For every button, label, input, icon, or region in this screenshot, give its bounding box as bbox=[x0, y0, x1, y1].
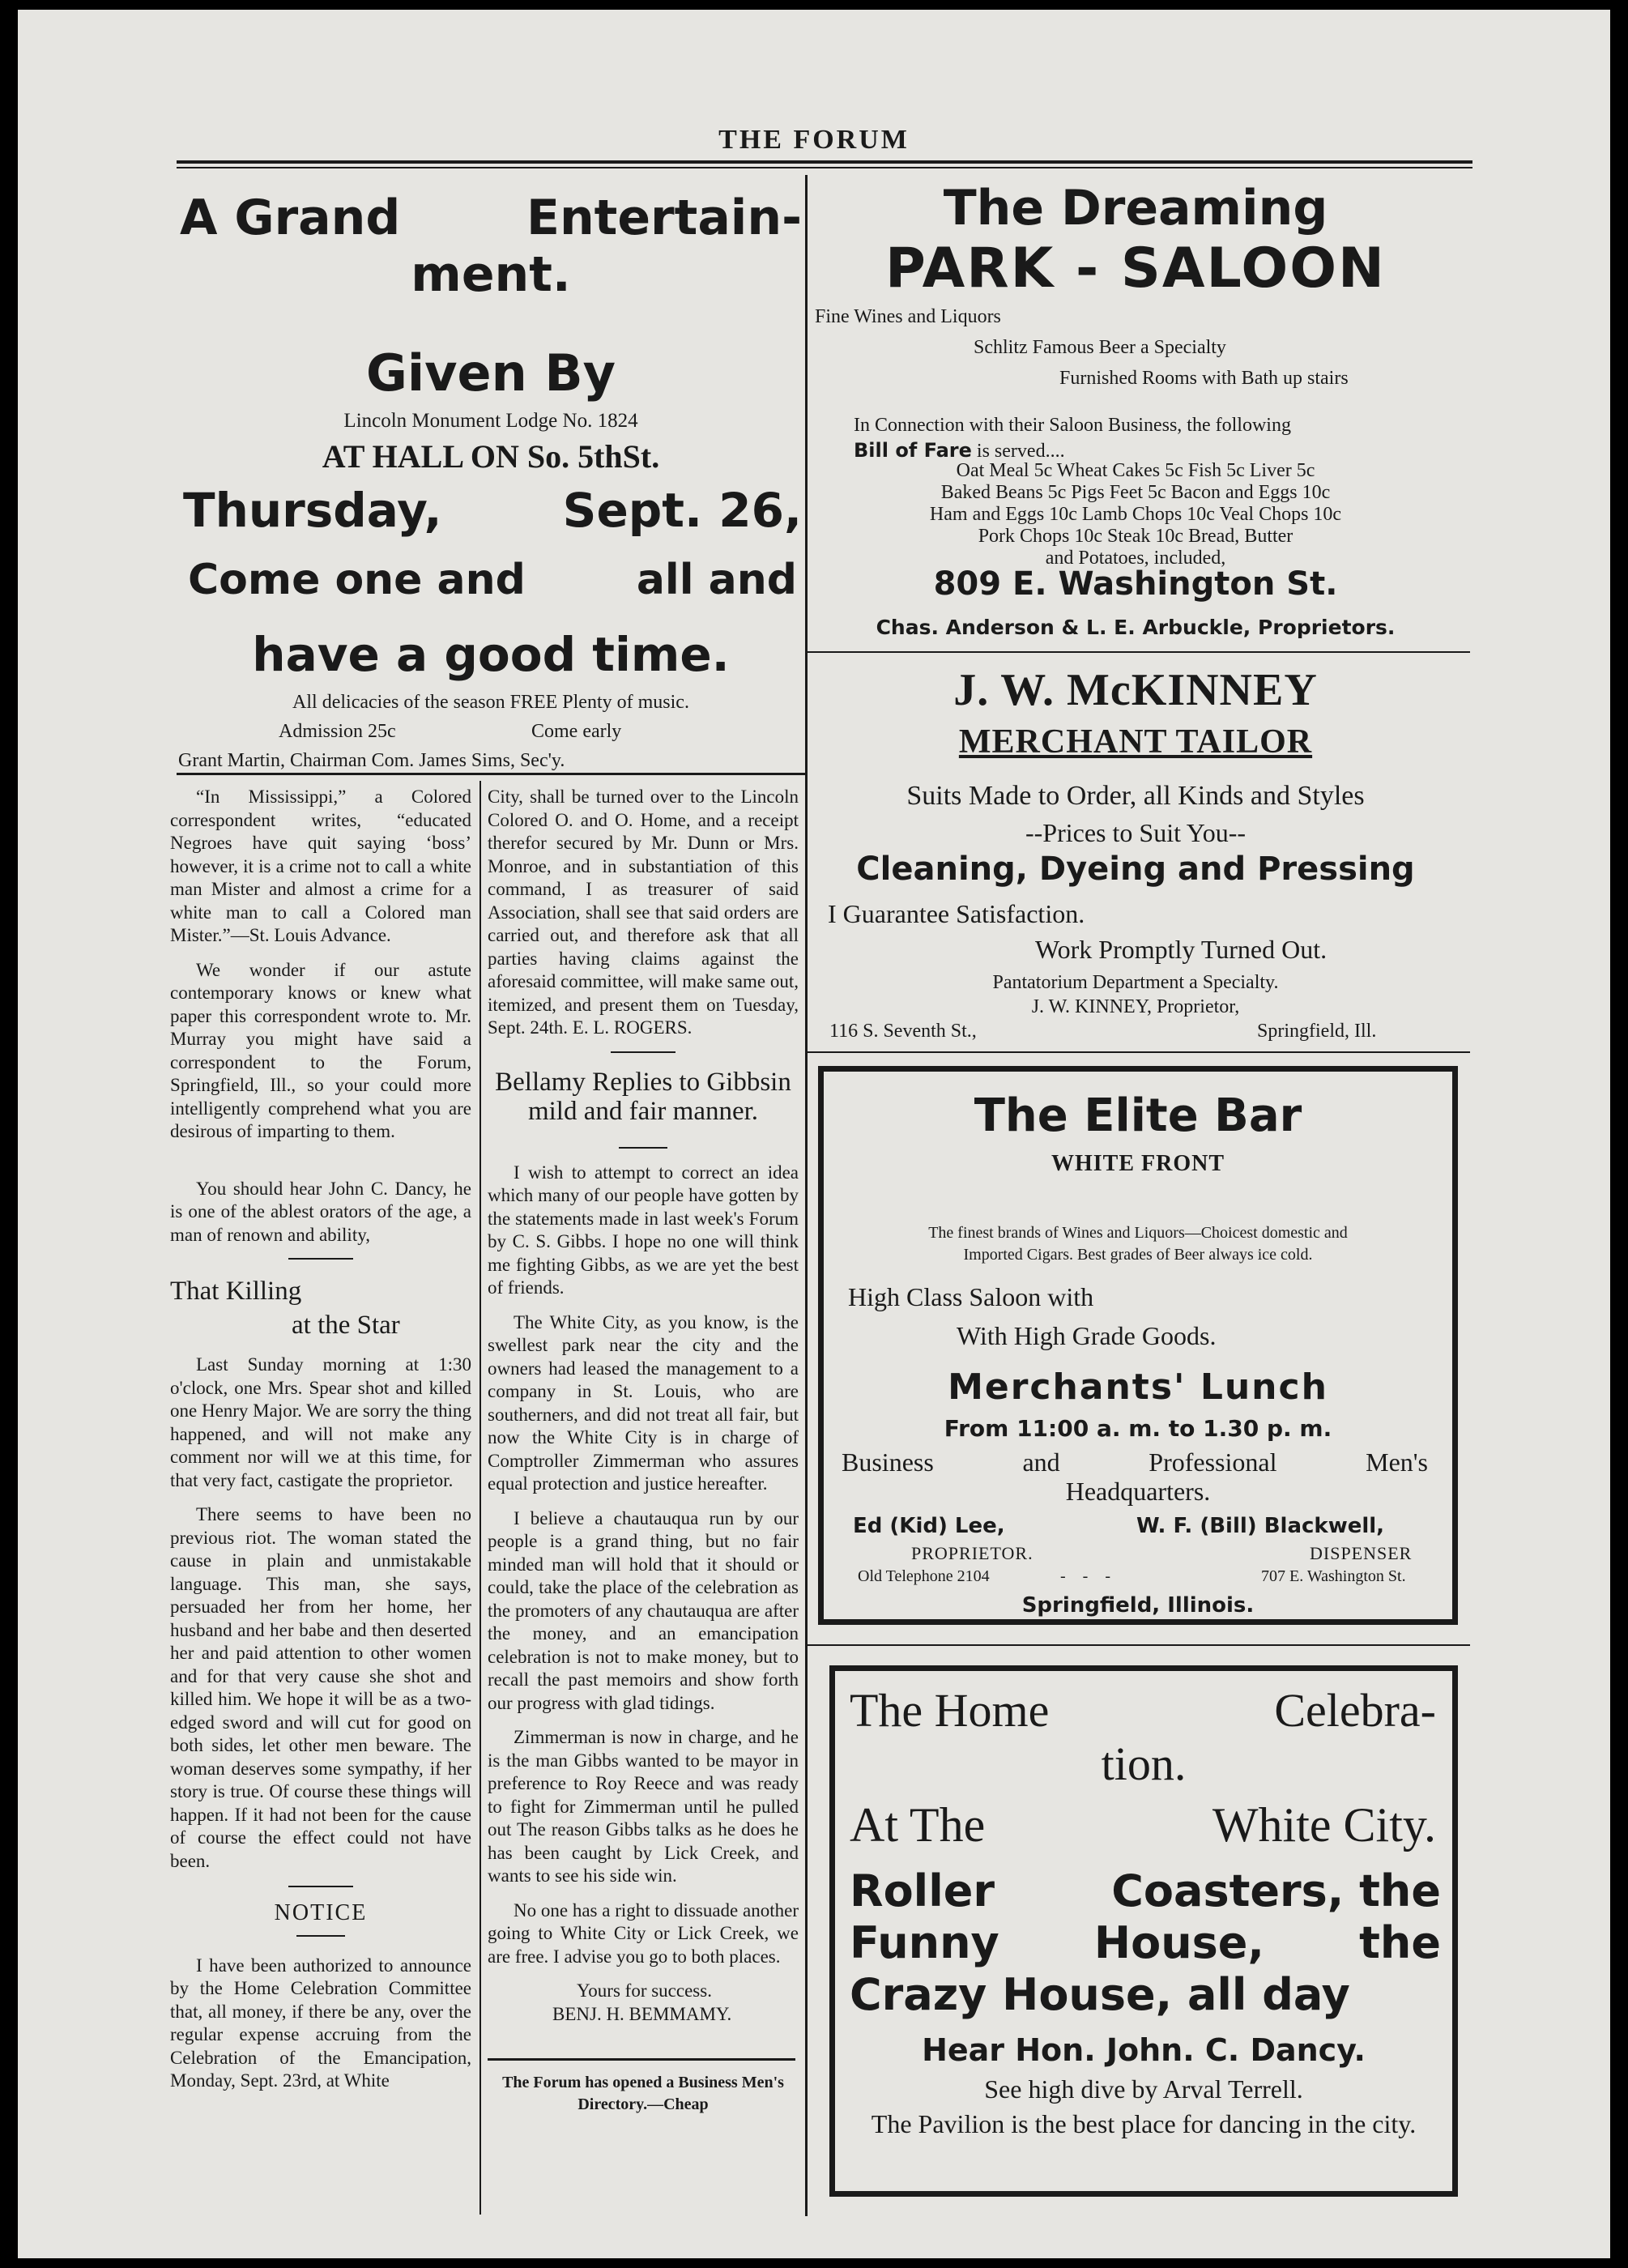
elite-and: and bbox=[1022, 1447, 1060, 1477]
ad-divider bbox=[808, 1051, 1470, 1053]
saloon-title-1: The Dreaming bbox=[943, 180, 1328, 237]
ad-headline-2: ment. bbox=[411, 246, 571, 303]
event-day: Thursday, bbox=[183, 483, 442, 538]
celebration-title-b: Celebra- bbox=[1274, 1684, 1436, 1737]
attraction-word: Funny bbox=[850, 1917, 999, 1968]
notice-paragraph: I have been authorized to announce by the Home Celebration Committee that, all money, if there be any, over the regular expense accruing from the Celebration of the Emancipation, Monday, Sept. 23rd, at White bbox=[170, 1955, 471, 2091]
celebration-attractions bbox=[850, 1865, 1441, 2021]
menu-line: Baked Beans 5c Pigs Feet 5c Bacon and Eggs 10c bbox=[940, 482, 1331, 503]
elite-brands bbox=[824, 1222, 1452, 1266]
masthead-rule bbox=[177, 160, 1472, 164]
celebration-dive: See high dive by Arval Terrell. bbox=[984, 2074, 1303, 2104]
bellamy-paragraph-3: I believe a chautauqua run by our people is a grand thing, but no fair minded man will hold that it should or could, take the place of the celebration as the promoters of any chautauqua are after the money, and an emancipation celebration is not to make money, but to recall the past memoirs and show forth our progress with glad tidings. bbox=[488, 1507, 799, 1713]
attraction-word: House, bbox=[1093, 1917, 1264, 1968]
directory-notice: The Forum has opened a Business Men's Directory.—Cheap bbox=[502, 2074, 784, 2113]
elite-mens: Men's bbox=[1366, 1447, 1428, 1477]
elite-high-grade: With High Grade Goods. bbox=[957, 1321, 1217, 1350]
elite-title: The Elite Bar bbox=[974, 1089, 1302, 1142]
mckinney-street: 116 S. Seventh St., bbox=[829, 1021, 977, 1042]
home-celebration-ad bbox=[829, 1665, 1458, 2197]
killing-paragraph-1: Last Sunday morning at 1:30 o'clock, one Mrs. Spear shot and killed one Henry Major. We are sorry the thing happened, and will not make any comment nor will we at this time, for that very fact, castigate the proprietor. bbox=[170, 1354, 472, 1490]
elite-telephone: Old Telephone 2104 bbox=[858, 1567, 990, 1585]
elite-owner-role: PROPRIETOR. bbox=[911, 1543, 1033, 1563]
bellamy-paragraph-1: I wish to attempt to correct an idea which many of our people have gotten by the statements made in last week's Forum by C. S. Gibbs. I hope no one will think me fighting Gibbs, as we are yet the best of friends. bbox=[488, 1162, 799, 1298]
attraction-word: Coasters, the bbox=[1111, 1865, 1441, 1916]
elite-lunch: Merchants' Lunch bbox=[948, 1366, 1328, 1408]
elite-city: Springfield, Illinois. bbox=[1021, 1593, 1255, 1618]
mckinney-name: J. W. McKINNEY bbox=[953, 665, 1318, 715]
masthead-rule-thin bbox=[177, 167, 1472, 168]
elite-business: Business bbox=[842, 1447, 934, 1477]
elite-owner: Ed (Kid) Lee, bbox=[853, 1514, 1005, 1538]
come-one: Come one and bbox=[188, 556, 526, 604]
left-column bbox=[170, 786, 471, 2104]
mckinney-pantatorium: Pantatorium Department a Specialty. bbox=[992, 972, 1279, 993]
elite-dispenser-role: DISPENSER bbox=[1310, 1543, 1413, 1563]
mckinney-suits: Suits Made to Order, all Kinds and Styles bbox=[906, 781, 1365, 811]
killing-headline-2: at the Star bbox=[292, 1311, 400, 1340]
elite-professional: Professional bbox=[1149, 1447, 1277, 1477]
section-rule bbox=[611, 1051, 675, 1053]
bellamy-paragraph-2: The White City, as you know, is the swellest park near the city and the owners had leased the management to a company in St. Louis, who are southerners, and did not treat all fair, but now the White City is in charge of Comptroller Zimmerman who assures equal protection and justice hereafter. bbox=[488, 1311, 799, 1494]
celebration-title-c: tion. bbox=[1101, 1737, 1187, 1790]
section-rule bbox=[296, 1935, 345, 1937]
notice-headline: NOTICE bbox=[274, 1900, 368, 1925]
celebration-title bbox=[835, 1684, 1452, 1791]
elite-lunch-hours: From 11:00 a. m. to 1.30 p. m. bbox=[944, 1415, 1332, 1442]
saloon-proprietors: Chas. Anderson & L. E. Arbuckle, Proprietors. bbox=[876, 616, 1396, 639]
come-all: all and bbox=[636, 556, 797, 604]
dancy-paragraph: You should hear John C. Dancy, he is one of the ablest orators of the age, a man of renown and ability, bbox=[170, 1178, 471, 1245]
sign-off: Yours for success. bbox=[577, 1980, 712, 2001]
author: BENJ. H. BEMMAMY. bbox=[552, 2003, 732, 2024]
bill-of-fare-menu bbox=[828, 460, 1443, 569]
elite-bar-ad bbox=[818, 1066, 1458, 1625]
elite-brands-line: The finest brands of Wines and Liquors—Choicest domestic and bbox=[928, 1224, 1348, 1242]
elite-address: 707 E. Washington St. bbox=[1261, 1567, 1406, 1585]
ad-bottom-rule bbox=[177, 773, 805, 775]
elite-high-class: High Class Saloon with bbox=[848, 1282, 1094, 1311]
mckinney-proprietor: J. W. KINNEY, Proprietor, bbox=[1031, 996, 1240, 1017]
menu-line: Pork Chops 10c Steak 10c Bread, Butter bbox=[978, 526, 1293, 547]
elite-dashes: - - - bbox=[1060, 1567, 1117, 1585]
section-rule bbox=[288, 1258, 353, 1260]
celebration-at-the: At The bbox=[850, 1798, 986, 1852]
section-rule bbox=[488, 2058, 795, 2061]
continuation-paragraph: City, shall be turned over to the Lincoln Colored O. and O. Home, and a receipt therefor secured by Mr. Dunn or Mrs. Monroe, and in substantiation of this command, I as treasurer of said Association, shall see that said orders are carried out, and therefore ask that all parties having claims against the aforesaid committee, will make same out, itemized, and present them on Tuesday, Sept. 24th. E. L. ROGERS. bbox=[488, 787, 799, 1038]
mckinney-city: Springfield, Ill. bbox=[1257, 1021, 1377, 1042]
bellamy-headline: Bellamy Replies to Gibbsin mild and fair manner. bbox=[495, 1067, 791, 1126]
bill-of-fare: Bill of Fare bbox=[854, 439, 972, 462]
bill-served: is served.... bbox=[976, 441, 1065, 462]
menu-line: and Potatoes, included, bbox=[1045, 548, 1226, 569]
attraction-word: the bbox=[1359, 1917, 1441, 1968]
astute-paragraph: We wonder if our astute contemporary knows or knew what paper this correspondent wrote to. Mr. Murray you might have said a correspondent to the Forum, Springfield, Ill., so your could more intelligently comprehend what you are desirous of imparting to them. bbox=[170, 959, 471, 1141]
celebration-pavilion: The Pavilion is the best place for dancing in the city. bbox=[871, 2109, 1417, 2138]
delicacies: All delicacies of the season FREE Plenty of music. bbox=[292, 692, 689, 713]
elite-subtitle: WHITE FRONT bbox=[1051, 1151, 1225, 1176]
attraction-line: Crazy House, all day bbox=[850, 1969, 1350, 2020]
mckinney-cleaning: Cleaning, Dyeing and Pressing bbox=[856, 850, 1415, 888]
bellamy-paragraph-4: Zimmerman is now in charge, and he is the man Gibbs wanted to be mayor in preference to Roy Reece and was ready to fight for Zimmerman until he pulled out The reason Gibbs talks as he does he has been caught by Lick Creek, and wants to see his side win. bbox=[488, 1727, 799, 1886]
celebration-title-a: The Home bbox=[850, 1684, 1050, 1737]
section-rule bbox=[288, 1886, 353, 1887]
section-rule bbox=[619, 1147, 667, 1149]
ad-divider bbox=[808, 1644, 1470, 1646]
elite-brands-line: Imported Cigars. Best grades of Beer always ice cold. bbox=[963, 1246, 1313, 1264]
newspaper-page bbox=[18, 10, 1610, 2258]
ad-divider bbox=[808, 651, 1470, 653]
killing-paragraph-2: There seems to have been no previous riot. The woman stated the cause in plain and unmistakable language. This man, she says, persuaded her from her home, her husband and her babe and then deserted her and paid attention to other women and for that very cause she shot and killed him. We hope it will be as a two-edged sword and will cut for good on both sides, let other men beware. The woman deserves some sympathy, if her story is true. Of course these things will happen. If it had not been for the cause of course the effect could not have been. bbox=[170, 1504, 471, 1871]
column-divider-left bbox=[479, 781, 481, 2215]
mississippi-paragraph: “In Mississippi,” a Colored correspondent writes, “educated Negroes have quit saying ‘boss’ however, it is a crime not to call a white man Mister and almost a crime for a white man to call a Colored man Mister.”—St. Louis Advance. bbox=[170, 787, 471, 945]
celebration-white-city: White City. bbox=[1212, 1798, 1436, 1852]
mckinney-title: MERCHANT TAILOR bbox=[958, 723, 1313, 761]
menu-line: Ham and Eggs 10c Lamb Chops 10c Veal Chops 10c bbox=[929, 504, 1342, 525]
mckinney-prices: --Prices to Suit You-- bbox=[1025, 818, 1246, 847]
celebration-dancy: Hear Hon. John. C. Dancy. bbox=[922, 2032, 1366, 2068]
event-date: Sept. 26, bbox=[562, 483, 802, 538]
given-by: Given By bbox=[365, 343, 616, 403]
ad-headline-1b: Entertain- bbox=[526, 190, 802, 246]
good-time: have a good time. bbox=[252, 627, 730, 682]
hall-location: AT HALL ON So. 5thSt. bbox=[322, 438, 660, 475]
saloon-line-3: Furnished Rooms with Bath up stairs bbox=[1059, 368, 1349, 389]
admission: Admission 25c bbox=[279, 721, 396, 742]
saloon-title-2: PARK - SALOON bbox=[885, 237, 1386, 301]
menu-line: Oat Meal 5c Wheat Cakes 5c Fish 5c Liver 5c bbox=[956, 460, 1315, 481]
mckinney-guarantee: I Guarantee Satisfaction. bbox=[828, 899, 1085, 928]
middle-column bbox=[488, 786, 799, 2116]
attraction-word: Roller bbox=[850, 1865, 995, 1916]
killing-headline-1: That Killing bbox=[170, 1277, 302, 1306]
come-early: Come early bbox=[531, 721, 622, 742]
mckinney-work: Work Promptly Turned Out. bbox=[1035, 935, 1328, 964]
saloon-line-2: Schlitz Famous Beer a Specialty bbox=[974, 337, 1226, 358]
elite-dispenser-name: W. F. (Bill) Blackwell, bbox=[1136, 1514, 1385, 1538]
saloon-address: 809 E. Washington St. bbox=[933, 565, 1338, 603]
committee: Grant Martin, Chairman Com. James Sims, Sec'y. bbox=[178, 750, 565, 771]
saloon-line-1: Fine Wines and Liquors bbox=[815, 306, 1001, 327]
masthead: THE FORUM bbox=[718, 125, 910, 155]
ad-headline-1a: A Grand bbox=[180, 190, 401, 246]
lodge-name: Lincoln Monument Lodge No. 1824 bbox=[343, 410, 638, 432]
elite-headquarters: Headquarters. bbox=[1065, 1477, 1211, 1506]
bellamy-paragraph-5: No one has a right to dissuade another going to White City or Lick Creek, we are free. I advise you go to both places. bbox=[488, 1899, 799, 1967]
column-divider-right bbox=[805, 175, 808, 2216]
saloon-connection: In Connection with their Saloon Business, the following bbox=[854, 415, 1291, 436]
